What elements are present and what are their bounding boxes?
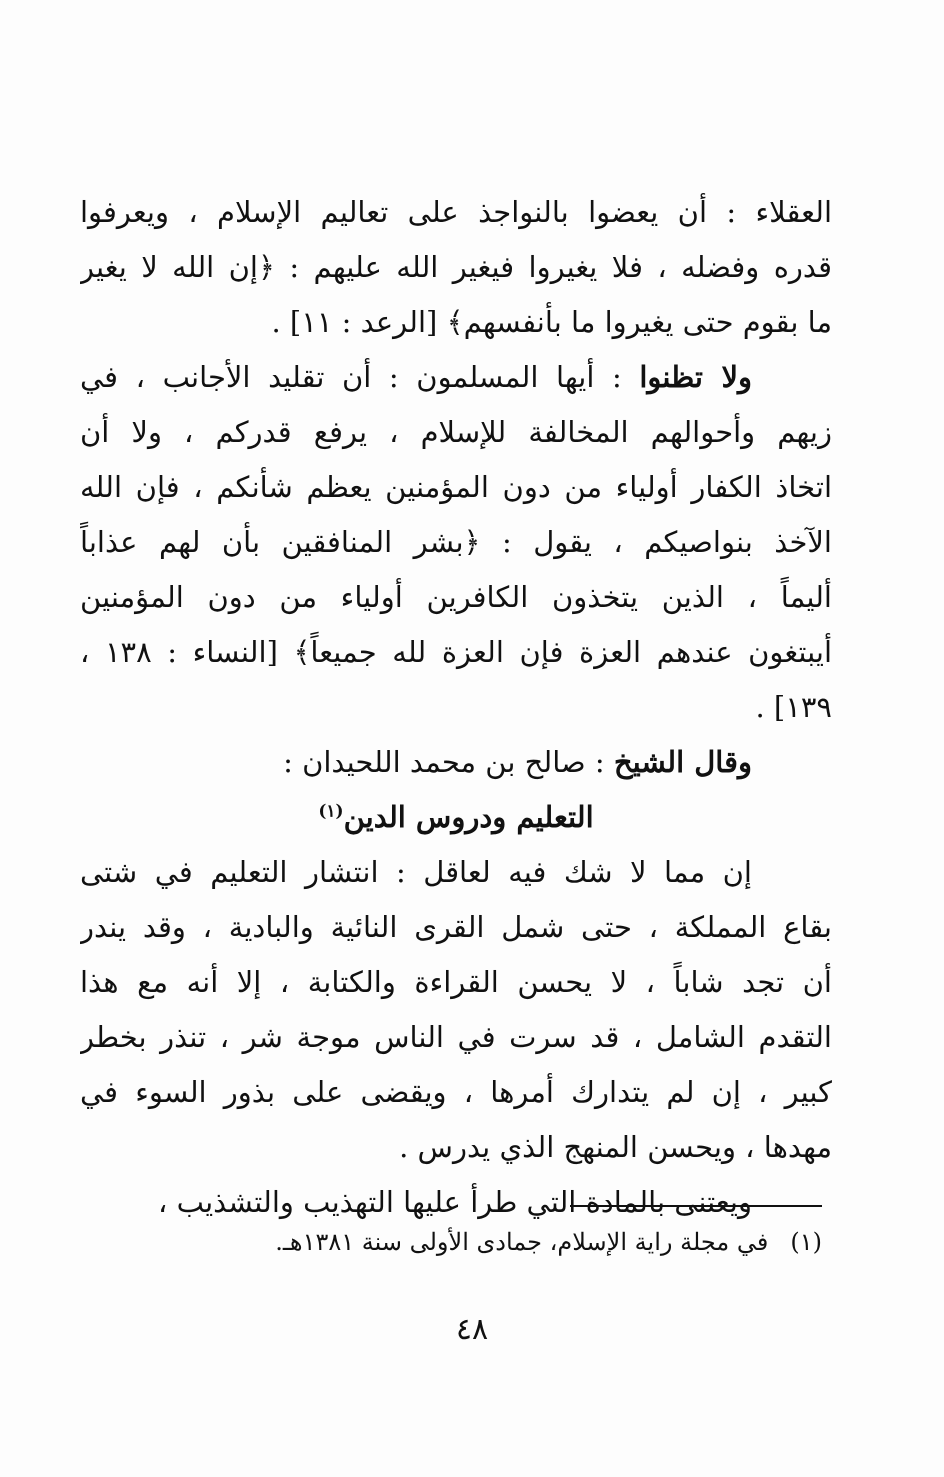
text-line: العقلاء : أن يعضوا بالنواجذ على تعاليم الإسلام ، ويعرفوا (80, 195, 832, 229)
bold-lead: ولا تظنوا (639, 360, 752, 394)
body-text (80, 185, 832, 1230)
text-line: زيهم وأحوالهم المخالفة للإسلام ، يرفع قدركم ، ولا أن (80, 415, 832, 449)
footnote-text: في مجلة راية الإسلام، جمادى الأولى سنة ١٣٨١هـ. (275, 1228, 769, 1256)
text-line: إن مما لا شك فيه لعاقل : انتشار التعليم في شتى (80, 855, 752, 889)
text-line: ١٣٩] . (755, 690, 832, 724)
text-line: قدره وفضله ، فلا يغيروا فيغير الله عليهم : ﴿إن الله لا يغير (80, 250, 832, 284)
text-line (80, 350, 832, 405)
text-line: أن تجد شاباً ، لا يحسن القراءة والكتابة ، إلا أنه مع هذا (80, 965, 832, 999)
text-line: أليماً ، الذين يتخذون الكافرين أولياء من دون المؤمنين (80, 580, 832, 614)
bold-lead: وقال الشيخ (613, 745, 752, 779)
footnote (80, 1222, 822, 1262)
footnote-ref: (١) (318, 801, 344, 822)
text-span: : أيها المسلمون : أن تقليد الأجانب ، في (80, 360, 640, 394)
speaker-line (80, 735, 832, 790)
text-line: التقدم الشامل ، قد سرت في الناس موجة شر ، تنذر بخطر (80, 1020, 832, 1054)
text-line: مهدها ، ويحسن المنهج الذي يدرس . (399, 1130, 832, 1164)
text-line: أيبتغون عندهم العزة فإن العزة لله جميعاً﴾ [النساء : ١٣٨ ، (80, 635, 832, 669)
text-line: ويعتنى بالمادة التي طرأ عليها التهذيب والتشذيب ، (158, 1185, 752, 1219)
footnote-divider (570, 1205, 822, 1207)
text-line: اتخاذ الكفار أولياء من دون المؤمنين يعظم شأنكم ، فإن الله (80, 470, 832, 504)
text-span: : صالح بن محمد اللحيدان : (283, 745, 614, 779)
text-line: بقاع المملكة ، حتى شمل القرى النائية والبادية ، وقد يندر (80, 910, 832, 944)
text-line: ما بقوم حتى يغيروا ما بأنفسهم﴾ [الرعد : ١١] . (271, 305, 832, 339)
footnote-number: (١) (790, 1228, 822, 1256)
page-number: ٤٨ (455, 1312, 489, 1347)
text-line: كبير ، إن لم يتدارك أمرها ، ويقضى على بذور السوء في (80, 1075, 832, 1109)
section-heading (80, 790, 832, 845)
text-line: الآخذ بنواصيكم ، يقول : ﴿بشر المنافقين بأن لهم عذاباً (80, 525, 832, 559)
heading-title: التعليم ودروس الدين (343, 800, 594, 834)
